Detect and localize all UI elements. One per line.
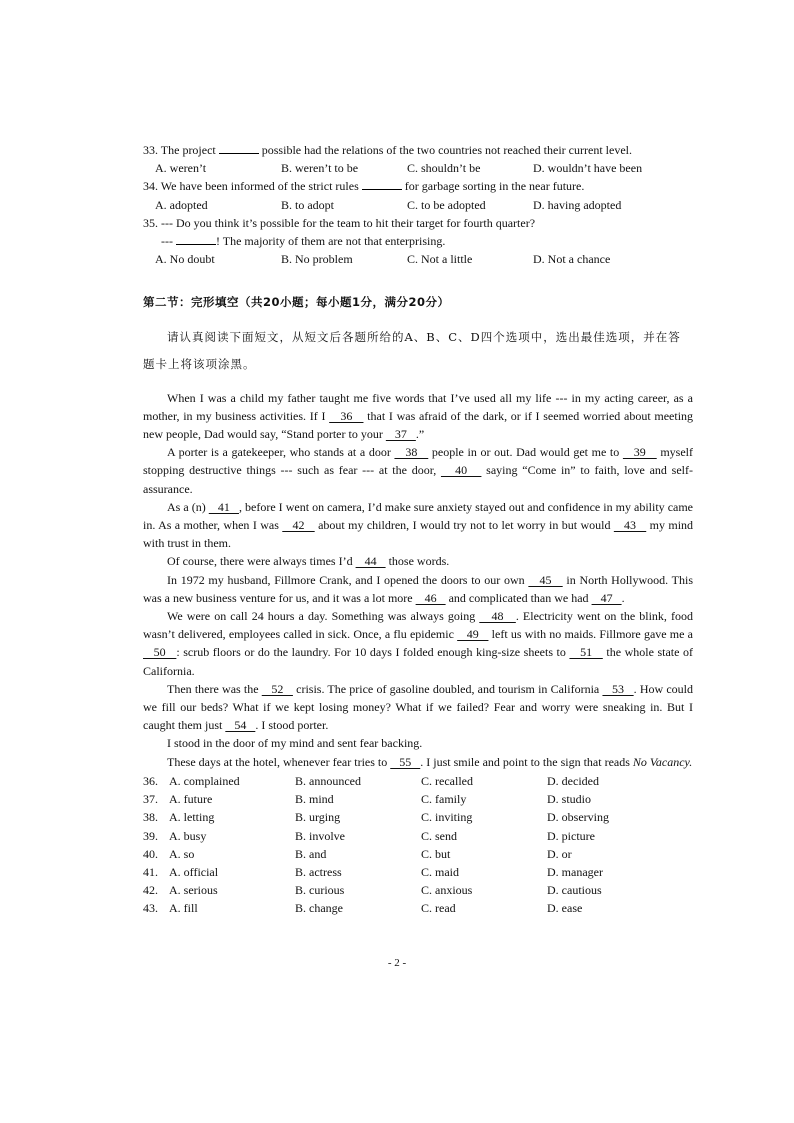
cloze-option-row bbox=[143, 899, 693, 917]
passage-paragraph: Of course, there were always times I’d 44 those words. bbox=[167, 554, 450, 569]
cloze-option-row bbox=[143, 790, 693, 808]
exam-page bbox=[143, 141, 693, 918]
option: B. weren’t to be bbox=[281, 161, 359, 176]
option: B. curious bbox=[295, 883, 345, 898]
answer-blank bbox=[219, 142, 259, 154]
question-number: 40. bbox=[143, 846, 158, 861]
cloze-blank: 43 bbox=[613, 518, 647, 533]
option: A. serious bbox=[169, 883, 218, 898]
option: C. family bbox=[421, 792, 467, 807]
passage-paragraph: In 1972 my husband, Fillmore Crank, and I opened the doors to our own 45 in North Hollywood. This was a new business venture for us, and it was a lot more 46 and complicated than we had 47 . bbox=[143, 572, 694, 605]
option: A. official bbox=[169, 864, 219, 879]
cloze-blank: 48 bbox=[479, 609, 516, 624]
cloze-blank: 53 bbox=[602, 681, 634, 696]
option: D. picture bbox=[547, 828, 595, 843]
option: C. send bbox=[421, 828, 457, 843]
italic-text: No Vacancy. bbox=[632, 754, 693, 769]
option: B. actress bbox=[295, 864, 342, 879]
cloze-blank: 52 bbox=[261, 681, 293, 696]
option: C. maid bbox=[421, 864, 459, 879]
answer-blank bbox=[176, 233, 216, 245]
question-number: 39. bbox=[143, 828, 158, 843]
cloze-blank: 54 bbox=[225, 718, 256, 733]
option: D. observing bbox=[547, 810, 609, 825]
cloze-blank: 38 bbox=[394, 445, 429, 460]
option-row bbox=[155, 159, 693, 177]
question-stem: 33. The project possible had the relations of the two countries not reached their current level. bbox=[143, 143, 632, 157]
cloze-passage bbox=[143, 389, 693, 771]
cloze-blank: 55 bbox=[390, 754, 421, 769]
option: D. decided bbox=[547, 773, 599, 788]
question-number: 42. bbox=[143, 883, 158, 898]
answer-blank bbox=[362, 178, 402, 190]
option: B. to adopt bbox=[281, 197, 334, 212]
cloze-option-row bbox=[143, 881, 693, 899]
cloze-option-row bbox=[143, 863, 693, 881]
cloze-blank: 51 bbox=[569, 645, 603, 660]
option: D. ease bbox=[547, 901, 583, 916]
option: B. involve bbox=[295, 828, 345, 843]
passage-paragraph: As a (n) 41 , before I went on camera, I’d make sure anxiety stayed out and confidence in my ability came in. As a mother, when I was 42 about my children, I would try not to let worry in but would 43 my mind with trust in them. bbox=[143, 499, 694, 551]
option-row bbox=[155, 250, 693, 268]
option: B. and bbox=[295, 846, 327, 861]
option: A. future bbox=[169, 792, 213, 807]
question-number: 43. bbox=[143, 901, 158, 916]
option: B. announced bbox=[295, 773, 361, 788]
option: B. mind bbox=[295, 792, 334, 807]
page-number: - 2 - bbox=[387, 957, 407, 969]
question-stem: 34. We have been informed of the strict rules for garbage sorting in the near future. bbox=[143, 179, 585, 194]
option: A. so bbox=[169, 846, 195, 861]
cloze-option-row bbox=[143, 827, 693, 845]
cloze-blank: 44 bbox=[355, 554, 386, 569]
option: A. letting bbox=[169, 810, 215, 825]
cloze-blank: 42 bbox=[282, 518, 315, 533]
cloze-blank: 50 bbox=[143, 645, 177, 660]
option: A. busy bbox=[169, 828, 207, 843]
passage-paragraph: These days at the hotel, whenever fear tries to 55 . I just smile and point to the sign that reads No Vacancy. bbox=[167, 754, 693, 769]
option: C. but bbox=[421, 846, 451, 861]
option: D. wouldn’t have been bbox=[533, 161, 643, 176]
question-stem-line: --- ! The majority of them are not that enterprising. bbox=[161, 234, 446, 249]
option: D. manager bbox=[547, 864, 603, 879]
section-title: 第二节：完形填空（共20小题；每小题1分，满分20分） bbox=[143, 295, 450, 310]
cloze-blank: 39 bbox=[622, 445, 657, 460]
option: D. cautious bbox=[547, 883, 602, 898]
cloze-blank: 49 bbox=[457, 627, 489, 642]
option: D. studio bbox=[547, 792, 592, 807]
section-instructions: 请认真阅读下面短文，从短文后各题所给的A、B、C、D四个选项中，选出最佳选项，并在答题卡上将该项涂黑。 bbox=[143, 329, 681, 371]
passage-paragraph: I stood in the door of my mind and sent fear backing. bbox=[167, 736, 423, 751]
passage-paragraph: Then there was the 52 crisis. The price of gasoline doubled, and tourism in California 53 . How could we fill our beds? What if we kept losing money? What if we failed? Fear and worry were sneaking in. But I caught them just 54 . I stood porter. bbox=[143, 681, 694, 733]
option: A. No doubt bbox=[155, 252, 215, 267]
question-number: 41. bbox=[143, 864, 158, 879]
option: B. No problem bbox=[281, 252, 353, 267]
option-row bbox=[155, 196, 693, 214]
option: D. having adopted bbox=[533, 197, 622, 212]
cloze-option-row bbox=[143, 845, 693, 863]
cloze-blank: 47 bbox=[591, 590, 622, 605]
option: D. or bbox=[547, 846, 572, 861]
cloze-option-row bbox=[143, 808, 693, 826]
cloze-option-row bbox=[143, 772, 693, 790]
option: B. urging bbox=[295, 810, 341, 825]
option: A. complained bbox=[169, 773, 240, 788]
option: C. to be adopted bbox=[407, 197, 486, 212]
option: C. anxious bbox=[421, 883, 473, 898]
cloze-blank: 37 bbox=[385, 427, 416, 442]
question-number: 36. bbox=[143, 773, 158, 788]
cloze-blank: 36 bbox=[329, 408, 364, 423]
passage-paragraph: When I was a child my father taught me five words that I’ve used all my life --- in my acting career, as a mother, in my business activities. If I 36 that I was afraid of the dark, or if I seemed worried about meeting new people, Dad would say, “Stand porter to your 37 .” bbox=[143, 390, 694, 442]
passage-paragraph: We were on call 24 hours a day. Something was always going 48 . Electricity went on the blink, food wasn’t delivered, employees called in sick. Once, a flu epidemic 49 left us with no maids. Fillmore gave me a 50 : scrub floors or do the laundry. For 10 days I folded enough king-size sheets to 51 the whole state of California. bbox=[143, 609, 694, 678]
cloze-options bbox=[143, 772, 693, 918]
cloze-blank: 41 bbox=[208, 499, 239, 514]
cloze-blank: 46 bbox=[415, 590, 446, 605]
option: C. Not a little bbox=[407, 252, 473, 267]
option: C. shouldn’t be bbox=[407, 161, 481, 176]
question-stem: 35. --- Do you think it’s possible for the team to hit their target for fourth quarter? bbox=[143, 215, 536, 230]
option: A. adopted bbox=[155, 197, 208, 212]
question-number: 38. bbox=[143, 810, 158, 825]
option: B. change bbox=[295, 901, 343, 916]
option: C. read bbox=[421, 901, 456, 916]
question-number: 37. bbox=[143, 792, 158, 807]
option: A. weren’t bbox=[155, 161, 207, 176]
cloze-blank: 40 bbox=[440, 463, 482, 478]
option: C. inviting bbox=[421, 810, 473, 825]
option: D. Not a chance bbox=[533, 252, 611, 267]
option: C. recalled bbox=[421, 773, 473, 788]
passage-paragraph: A porter is a gatekeeper, who stands at a door 38 people in or out. Dad would get me to 39 myself stopping destructive things --- such as fear --- at the door, 40 saying “Come in” to faith, love and self-assurance. bbox=[143, 445, 694, 496]
option: A. fill bbox=[169, 901, 198, 916]
multiple-choice-section bbox=[143, 141, 693, 268]
cloze-blank: 45 bbox=[528, 572, 563, 587]
